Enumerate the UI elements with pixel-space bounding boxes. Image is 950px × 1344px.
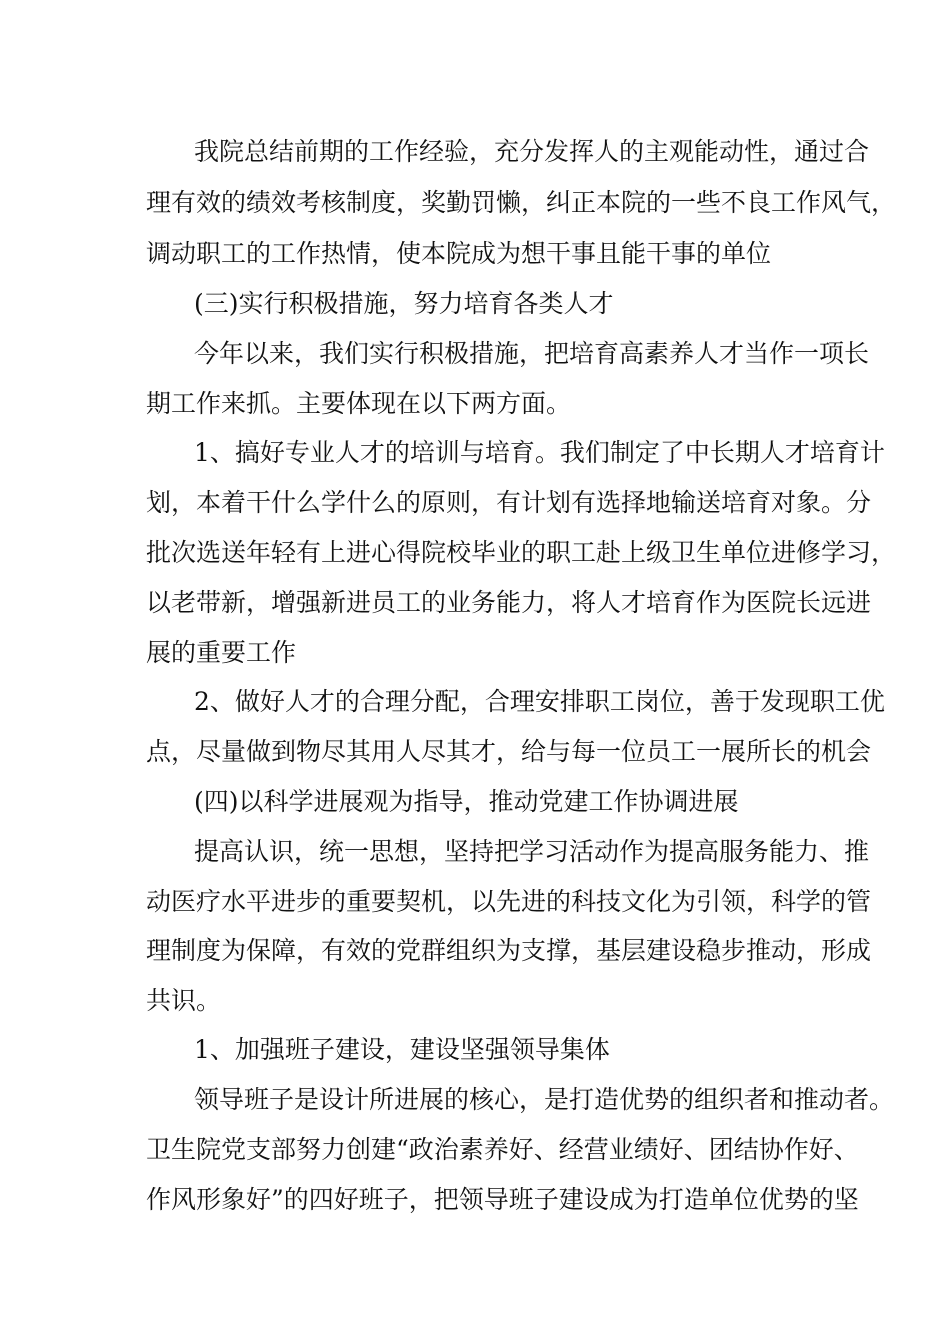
text-line: 理有效的绩效考核制度，奖勤罚懒，纠正本院的一些不良工作风气，: [146, 188, 897, 217]
text-line: 批次选送年轻有上进心得院校毕业的职工赴上级卫生单位进修学习，: [146, 538, 897, 567]
text-line: 我院总结前期的工作经验，充分发挥人的主观能动性，通过合: [194, 137, 870, 166]
text-line: 展的重要工作: [146, 638, 297, 667]
text-line: 今年以来，我们实行积极措施，把培育高素养人才当作一项长: [194, 339, 870, 368]
text-line: 调动职工的工作热情，使本院成为想干事且能干事的单位: [146, 239, 772, 268]
text-line: 卫生院党支部努力创建“政治素养好、经营业绩好、团结协作好、: [146, 1135, 859, 1164]
text-line: 期工作来抓。主要体现在以下两方面。: [146, 389, 572, 418]
text-line: 理制度为保障，有效的党群组织为支撑，基层建设稳步推动，形成: [146, 936, 872, 965]
text-line: 1、搞好专业人才的培训与培育。我们制定了中长期人才培育计: [194, 438, 885, 467]
text-line: 共识。: [146, 986, 222, 1015]
text-line: 动医疗水平进步的重要契机，以先进的科技文化为引领，科学的管: [146, 887, 872, 916]
section-heading: 1、加强班子建设，建设坚强领导集体: [194, 1035, 610, 1064]
text-line: 以老带新，增强新进员工的业务能力，将人才培育作为医院长远进: [146, 588, 872, 617]
text-line: 点，尽量做到物尽其用人尽其才，给与每一位员工一展所长的机会: [146, 737, 872, 766]
text-line: 划，本着干什么学什么的原则，有计划有选择地输送培育对象。分: [146, 488, 872, 517]
section-heading: (三)实行积极措施，努力培育各类人才: [194, 289, 614, 318]
text-line: 2、做好人才的合理分配，合理安排职工岗位，善于发现职工优: [194, 687, 885, 716]
text-line: 作风形象好”的四好班子，把领导班子建设成为打造单位优势的坚: [146, 1185, 859, 1214]
section-heading: (四)以科学进展观为指导，推动党建工作协调进展: [194, 787, 739, 816]
text-line: 提高认识，统一思想，坚持把学习活动作为提高服务能力、推: [194, 837, 870, 866]
text-line: 领导班子是设计所进展的核心，是打造优势的组织者和推动者。: [194, 1085, 895, 1114]
